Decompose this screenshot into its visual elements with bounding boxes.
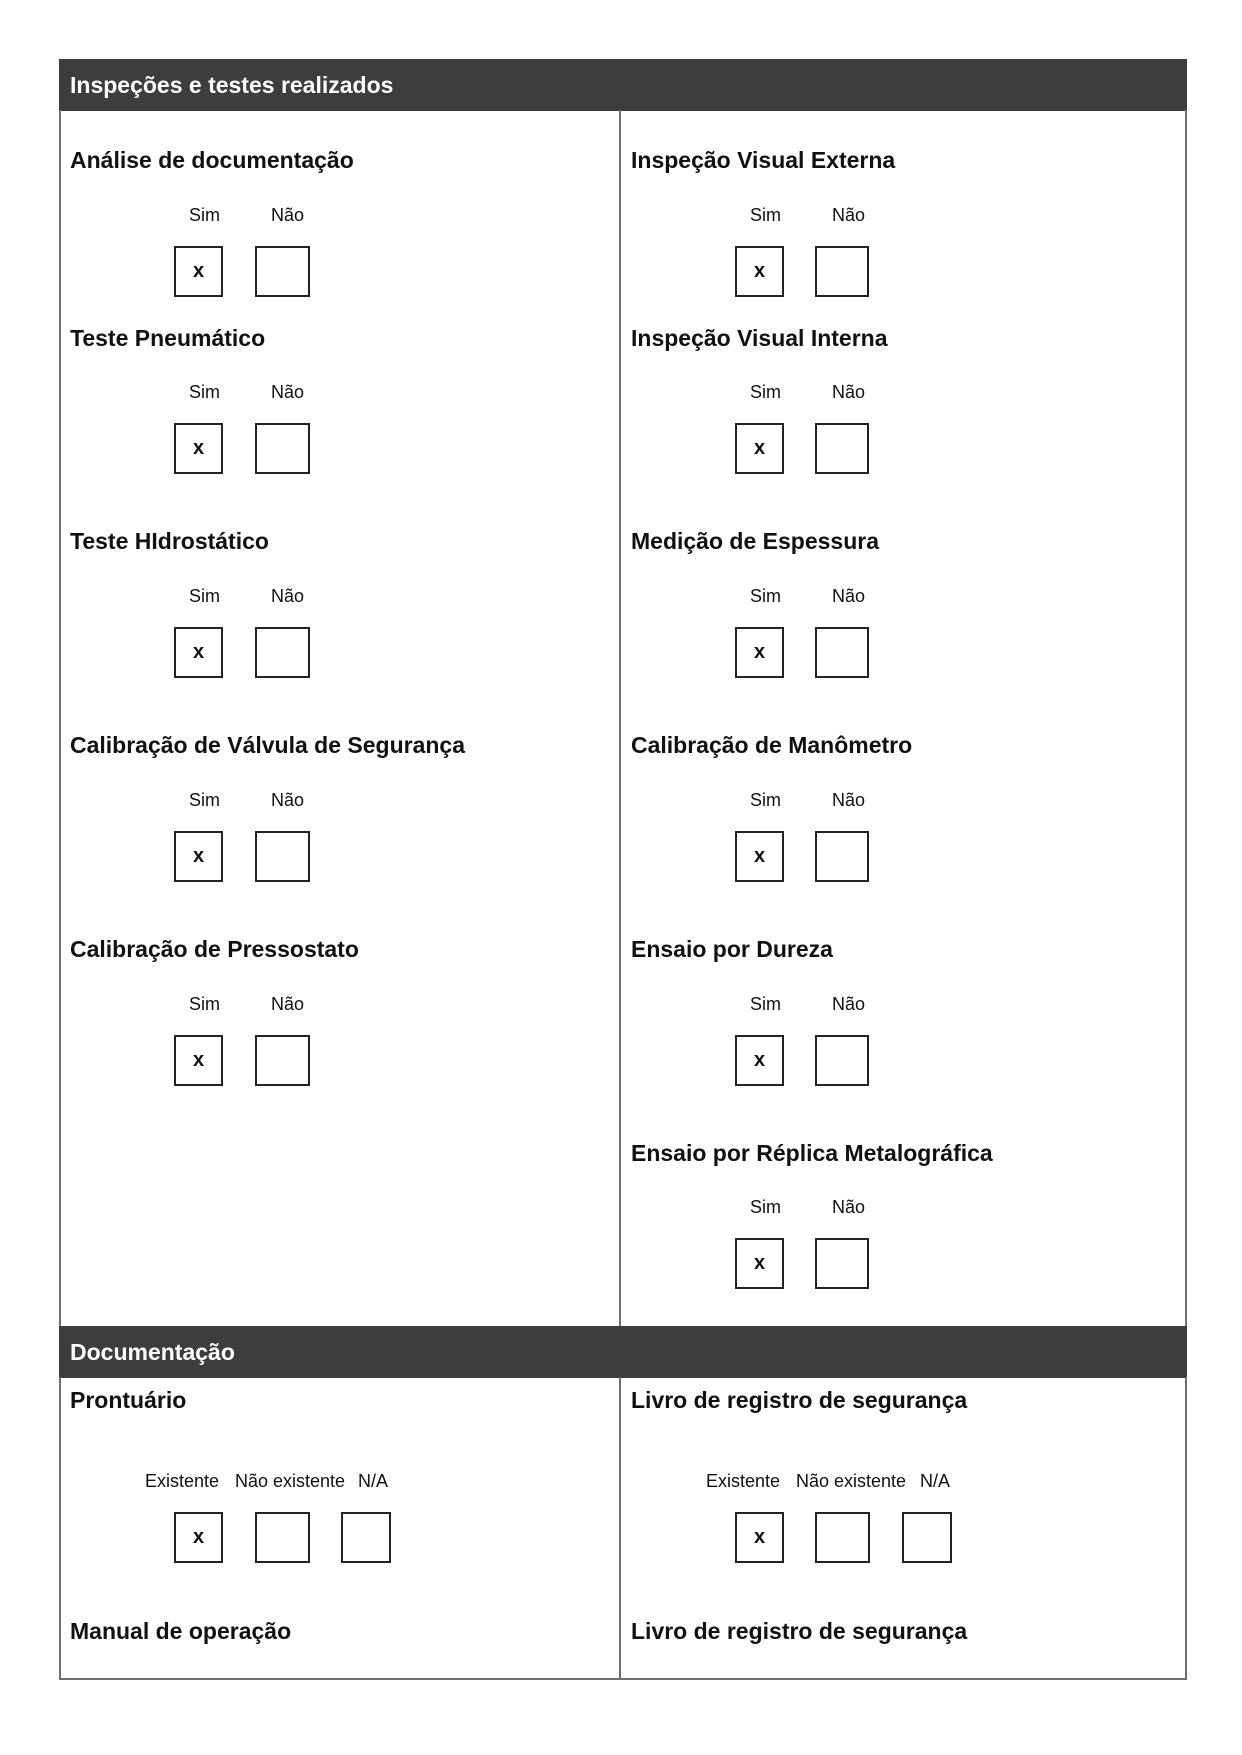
item-title-manometer-calibration: Calibração de Manômetro <box>631 732 913 758</box>
no-label: Não <box>271 382 305 402</box>
yes-label: Sim <box>750 382 781 402</box>
inspections-section-header: Inspeções e testes realizados <box>59 59 1187 111</box>
existing-checkbox[interactable]: x <box>174 1512 223 1563</box>
item-title-safety-valve-calibration: Calibração de Válvula de Segurança <box>70 732 465 758</box>
item-title-internal-visual-inspection: Inspeção Visual Interna <box>631 325 888 351</box>
no-checkbox[interactable] <box>815 627 869 678</box>
yes-label: Sim <box>189 586 220 606</box>
na-label: N/A <box>358 1471 389 1491</box>
yes-label: Sim <box>750 1197 781 1217</box>
not-existing-label: Não existente <box>235 1471 346 1491</box>
yes-checkbox[interactable]: x <box>174 831 223 882</box>
no-checkbox[interactable] <box>255 627 310 678</box>
no-checkbox[interactable] <box>815 1238 869 1289</box>
item-title-thickness-measurement: Medição de Espessura <box>631 528 879 554</box>
no-label: Não <box>271 790 305 810</box>
doc-title-safety-logbook: Livro de registro de segurança <box>631 1387 968 1413</box>
documentation-section-header: Documentação <box>59 1326 1187 1378</box>
left-border <box>59 1377 61 1680</box>
no-label: Não <box>832 586 866 606</box>
no-label: Não <box>832 382 866 402</box>
item-title-external-visual-inspection: Inspeção Visual Externa <box>631 147 896 173</box>
no-checkbox[interactable] <box>815 423 869 474</box>
no-label: Não <box>832 790 866 810</box>
no-checkbox[interactable] <box>255 423 310 474</box>
not-existing-label: Não existente <box>796 1471 907 1491</box>
no-checkbox[interactable] <box>255 831 310 882</box>
column-divider <box>619 110 621 1332</box>
yes-label: Sim <box>750 790 781 810</box>
no-checkbox[interactable] <box>815 1035 869 1086</box>
no-label: Não <box>832 1197 866 1217</box>
no-checkbox[interactable] <box>815 831 869 882</box>
item-title-hardness-test: Ensaio por Dureza <box>631 936 833 962</box>
existing-label: Existente <box>706 1471 781 1491</box>
no-label: Não <box>271 586 305 606</box>
yes-checkbox[interactable]: x <box>735 1035 784 1086</box>
yes-checkbox[interactable]: x <box>735 1238 784 1289</box>
column-divider <box>619 1377 621 1680</box>
yes-label: Sim <box>189 205 220 225</box>
not-existing-checkbox[interactable] <box>255 1512 310 1563</box>
yes-label: Sim <box>189 994 220 1014</box>
doc-title-records: Prontuário <box>70 1387 187 1413</box>
na-checkbox[interactable] <box>902 1512 952 1563</box>
item-title-pneumatic-test: Teste Pneumático <box>70 325 266 351</box>
yes-checkbox[interactable]: x <box>174 423 223 474</box>
no-checkbox[interactable] <box>255 246 310 297</box>
yes-checkbox[interactable]: x <box>735 423 784 474</box>
existing-checkbox[interactable]: x <box>735 1512 784 1563</box>
na-checkbox[interactable] <box>341 1512 391 1563</box>
yes-label: Sim <box>750 586 781 606</box>
yes-label: Sim <box>189 790 220 810</box>
yes-checkbox[interactable]: x <box>174 1035 223 1086</box>
left-border <box>59 110 61 1332</box>
item-title-document-analysis: Análise de documentação <box>70 147 354 173</box>
right-border <box>1185 110 1187 1332</box>
yes-checkbox[interactable]: x <box>174 246 223 297</box>
yes-label: Sim <box>750 994 781 1014</box>
yes-checkbox[interactable]: x <box>735 246 784 297</box>
not-existing-checkbox[interactable] <box>815 1512 870 1563</box>
no-label: Não <box>271 994 305 1014</box>
yes-checkbox[interactable]: x <box>735 831 784 882</box>
no-label: Não <box>832 205 866 225</box>
item-title-pressure-switch-calibration: Calibração de Pressostato <box>70 936 359 962</box>
yes-label: Sim <box>750 205 781 225</box>
yes-checkbox[interactable]: x <box>735 627 784 678</box>
bottom-border <box>59 1678 1187 1680</box>
item-title-metallographic-replica-test: Ensaio por Réplica Metalográfica <box>631 1140 993 1166</box>
no-checkbox[interactable] <box>815 246 869 297</box>
yes-label: Sim <box>189 382 220 402</box>
no-label: Não <box>832 994 866 1014</box>
no-checkbox[interactable] <box>255 1035 310 1086</box>
yes-checkbox[interactable]: x <box>174 627 223 678</box>
existing-label: Existente <box>145 1471 220 1491</box>
doc-title-safety-logbook: Livro de registro de segurança <box>631 1618 968 1644</box>
no-label: Não <box>271 205 305 225</box>
right-border <box>1185 1377 1187 1680</box>
na-label: N/A <box>920 1471 951 1491</box>
item-title-hydrostatic-test: Teste HIdrostático <box>70 528 269 554</box>
doc-title-operation-manual: Manual de operação <box>70 1618 292 1644</box>
